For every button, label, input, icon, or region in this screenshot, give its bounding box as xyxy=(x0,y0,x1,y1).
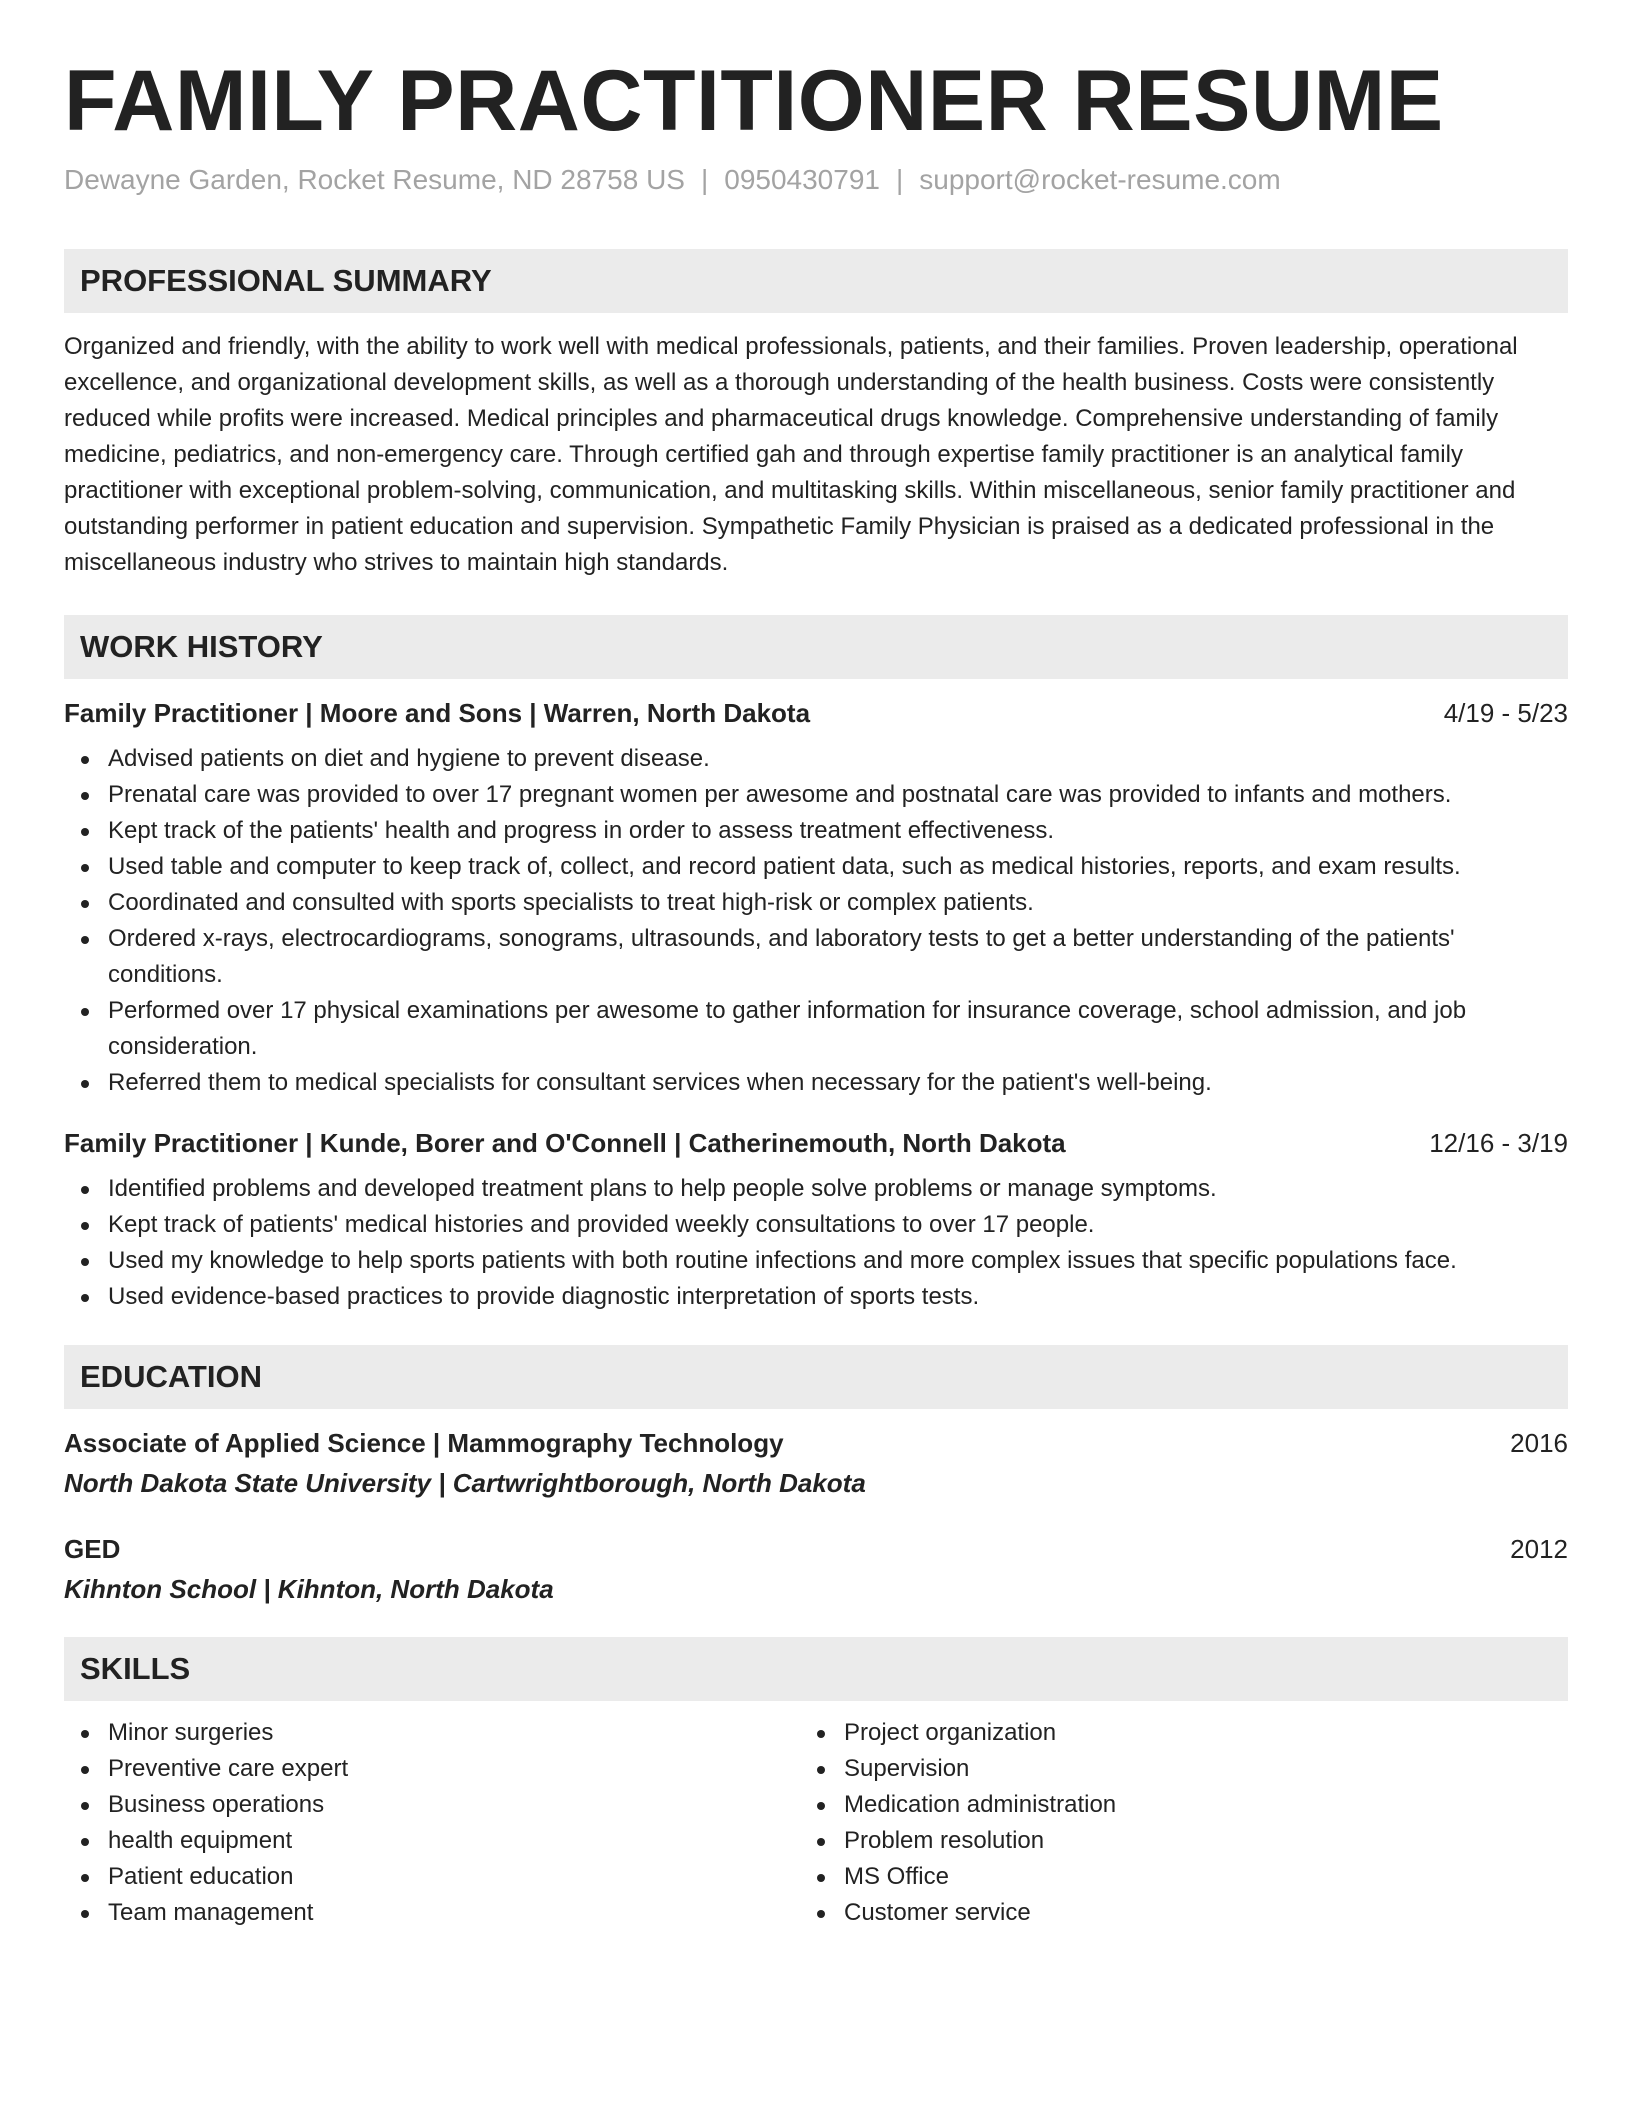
list-item: Performed over 17 physical examinations per awesome to gather information for insurance coverage, school admission, and job consideration. xyxy=(64,993,1568,1065)
summary-text: Organized and friendly, with the ability to work well with medical professionals, patients, and their families. Proven leadership, operational excellence, and organizational development skills, as well as a thorough understanding of the health business. Costs were consistently reduced while profits were increased. Medical principles and pharmaceutical drugs knowledge. Comprehensive understanding of family medicine, pediatrics, and non-emergency care. Through certified gah and through expertise family practitioner is an analytical family practitioner with exceptional problem-solving, communication, and multitasking skills. Within miscellaneous, senior family practitioner and outstanding performer in patient education and supervision. Sympathetic Family Physician is praised as a dedicated professional in the miscellaneous industry who strives to maintain high standards. xyxy=(64,332,1518,576)
education-year: 2012 xyxy=(1510,1533,1568,1564)
job-title: Family Practitioner | Moore and Sons | Warren, North Dakota xyxy=(64,697,811,728)
education-entry xyxy=(64,1425,1568,1501)
contact-address: Dewayne Garden, Rocket Resume, ND 28758 US xyxy=(64,164,685,196)
job-dates: 12/16 - 3/19 xyxy=(1429,1127,1568,1158)
education-year: 2016 xyxy=(1510,1427,1568,1458)
list-item: Prenatal care was provided to over 17 pregnant women per awesome and postnatal care was provided to infants and mothers. xyxy=(64,777,1568,813)
skill-item: Business operations xyxy=(64,1787,800,1823)
job-header xyxy=(64,1125,1568,1161)
education-school: North Dakota State University | Cartwrightborough, North Dakota xyxy=(64,1467,866,1498)
skills-columns xyxy=(64,1715,1568,1931)
education-degree: Associate of Applied Science | Mammography Technology xyxy=(64,1427,784,1458)
contact-separator: | xyxy=(700,164,709,196)
list-item: Identified problems and developed treatment plans to help people solve problems or manage symptoms. xyxy=(64,1171,1568,1207)
list-item: Used my knowledge to help sports patients with both routine infections and more complex issues that specific populations face. xyxy=(64,1243,1568,1279)
job-bullets xyxy=(64,1171,1568,1315)
section-header-work-history: WORK HISTORY xyxy=(64,615,1568,679)
job-header xyxy=(64,695,1568,731)
skill-item: Team management xyxy=(64,1895,800,1931)
job-title: Family Practitioner | Kunde, Borer and O'Connell | Catherinemouth, North Dakota xyxy=(64,1127,1066,1158)
list-item: Used table and computer to keep track of, collect, and record patient data, such as medical histories, reports, and exam results. xyxy=(64,849,1568,885)
skill-item: MS Office xyxy=(800,1859,1536,1895)
job-dates: 4/19 - 5/23 xyxy=(1443,697,1568,728)
education-entry xyxy=(64,1531,1568,1607)
education-header xyxy=(64,1425,1568,1461)
contact-line xyxy=(64,162,1568,198)
contact-phone: 0950430791 xyxy=(724,164,880,196)
skill-item: Medication administration xyxy=(800,1787,1536,1823)
skill-item: Preventive care expert xyxy=(64,1751,800,1787)
list-item: Used evidence-based practices to provide diagnostic interpretation of sports tests. xyxy=(64,1279,1568,1315)
skill-item: Project organization xyxy=(800,1715,1536,1751)
skill-item: Minor surgeries xyxy=(64,1715,800,1751)
contact-separator: | xyxy=(895,164,904,196)
skill-item: health equipment xyxy=(64,1823,800,1859)
section-header-education: EDUCATION xyxy=(64,1345,1568,1409)
list-item: Coordinated and consulted with sports specialists to treat high-risk or complex patients. xyxy=(64,885,1568,921)
section-header-skills: SKILLS xyxy=(64,1637,1568,1701)
list-item: Advised patients on diet and hygiene to prevent disease. xyxy=(64,741,1568,777)
education-school: Kihnton School | Kihnton, North Dakota xyxy=(64,1573,554,1604)
job-entry xyxy=(64,695,1568,1101)
skills-list-right xyxy=(800,1715,1536,1931)
list-item: Kept track of the patients' health and progress in order to assess treatment effectiveness. xyxy=(64,813,1568,849)
skill-item: Problem resolution xyxy=(800,1823,1536,1859)
job-entry xyxy=(64,1125,1568,1315)
skill-item: Patient education xyxy=(64,1859,800,1895)
skills-list-left xyxy=(64,1715,800,1931)
section-header-summary: PROFESSIONAL SUMMARY xyxy=(64,249,1568,313)
skill-item: Customer service xyxy=(800,1895,1536,1931)
job-bullets xyxy=(64,741,1568,1101)
list-item: Kept track of patients' medical histories and provided weekly consultations to over 17 people. xyxy=(64,1207,1568,1243)
list-item: Ordered x-rays, electrocardiograms, sonograms, ultrasounds, and laboratory tests to get a better understanding of the patients' conditions. xyxy=(64,921,1568,993)
skill-item: Supervision xyxy=(800,1751,1536,1787)
resume-title: FAMILY PRACTITIONER RESUME xyxy=(64,53,1444,149)
education-degree: GED xyxy=(64,1533,121,1564)
education-header xyxy=(64,1531,1568,1567)
contact-email: support@rocket-resume.com xyxy=(919,164,1281,196)
list-item: Referred them to medical specialists for consultant services when necessary for the patient's well-being. xyxy=(64,1065,1568,1101)
